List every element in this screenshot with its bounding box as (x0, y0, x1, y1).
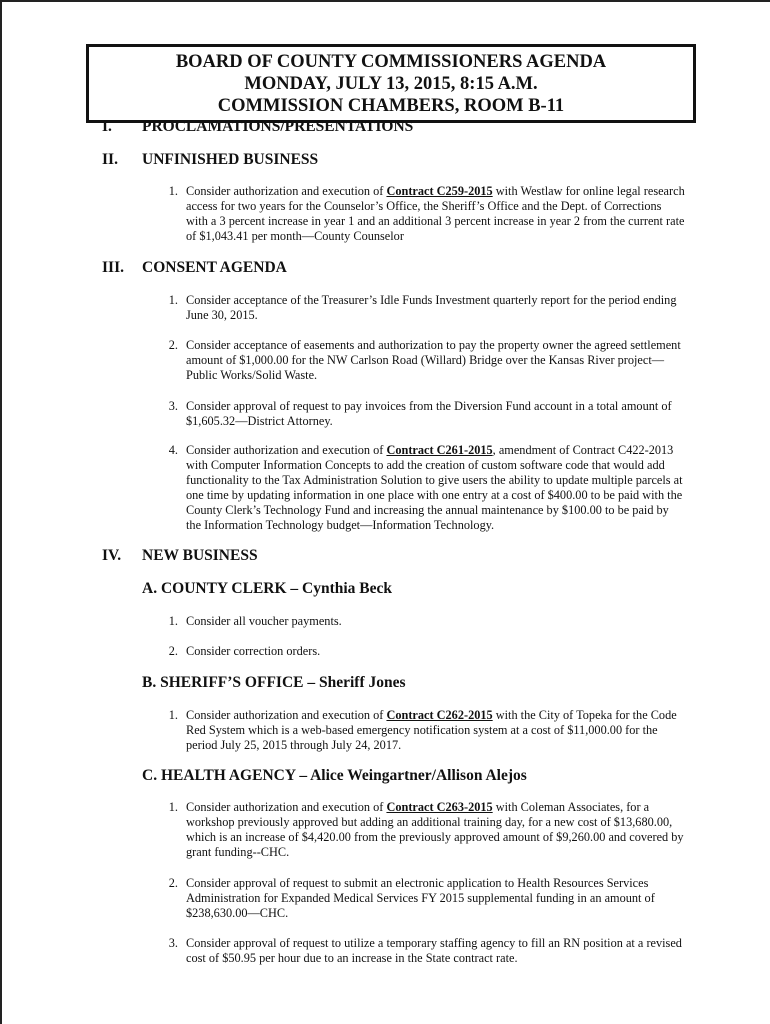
item-text: Consider authorization and execution of Contract C263-2015 with Coleman Associates, for a workshop previously approved but adding an additional training day, for a new cost of $13,680.00, which is an increase of $4,420.00 from the previously approved amount of $9,260.00 and covered by grant funding--CHC. (186, 800, 684, 859)
header-date: MONDAY, JULY 13, 2015, 8:15 A.M. (244, 74, 538, 94)
page-top-edge (0, 0, 770, 2)
agenda-header-box (86, 44, 696, 123)
contract-link[interactable]: Contract C261-2015 (386, 443, 493, 457)
section-unfinished-business (0, 151, 770, 173)
header-title: BOARD OF COUNTY COMMISSIONERS AGENDA (175, 52, 607, 72)
item-number: 1. (168, 800, 178, 814)
item-number: 2. (168, 338, 178, 352)
item-text: Consider correction orders. (186, 644, 321, 658)
header-location: COMMISSION CHAMBERS, ROOM B-11 (217, 96, 565, 116)
item-number: 2. (168, 876, 178, 890)
item-text: Consider authorization and execution of Contract C261-2015, amendment of Contract C422-2013 with Computer Information Concepts to add the creation of custom software code that would add functionality to the Tax Administration Solution to give users the ability to update multiple parcels at one time by updating information in one place with one entry at a cost of $400.00 to be paid with the County Clerk’s Technology Fund and increasing the annual maintenance by $100.00 to be paid by the Information Technology budget—Information Technology. (186, 443, 683, 532)
item-number: 4. (168, 443, 178, 457)
item-number: 3. (168, 399, 178, 413)
contract-link[interactable]: Contract C259-2015 (386, 184, 493, 198)
section-proclamations (0, 118, 770, 140)
item-number: 2. (168, 644, 178, 658)
item-number: 3. (168, 936, 178, 950)
item-text: Consider approval of request to submit an electronic application to Health Resources Services Administration for Expanded Medical Services FY 2015 supplemental funding in an amount of $238,630.00—CHC. (186, 876, 655, 920)
item-text: Consider authorization and execution of Contract C259-2015 with Westlaw for online legal research access for two years for the Counselor’s Office, the Sheriff’s Office and the Dept. of Corrections with a 3 percent increase in year 1 and an additional 3 percent increase in year 2 from the current rate of $1,043.41 per month—County Counselor (186, 184, 685, 243)
section-consent-agenda (0, 259, 770, 281)
item-number: 1. (168, 293, 178, 307)
subsection-sheriffs-office: B. SHERIFF’S OFFICE – Sheriff Jones (142, 674, 406, 691)
item-text: Consider all voucher payments. (186, 614, 342, 628)
section-title: PROCLAMATIONS/PRESENTATIONS (142, 118, 414, 135)
item-text: Consider approval of request to pay invoices from the Diversion Fund account in a total amount of $1,605.32—District Attorney. (186, 399, 672, 428)
section-number: III. (102, 259, 124, 276)
contract-link[interactable]: Contract C262-2015 (386, 708, 493, 722)
section-title: NEW BUSINESS (142, 547, 258, 564)
contract-link[interactable]: Contract C263-2015 (386, 800, 493, 814)
subsection-county-clerk: A. COUNTY CLERK – Cynthia Beck (142, 580, 393, 597)
item-number: 1. (168, 184, 178, 198)
section-new-business (0, 547, 770, 569)
item-text: Consider acceptance of easements and authorization to pay the property owner the agreed settlement amount of $1,000.00 for the NW Carlson Road (Willard) Bridge over the Kansas River project—Public Works/Solid Waste. (186, 338, 681, 382)
section-number: II. (102, 151, 118, 168)
section-title: CONSENT AGENDA (142, 259, 287, 276)
item-number: 1. (168, 708, 178, 722)
item-text: Consider acceptance of the Treasurer’s Idle Funds Investment quarterly report for the period ending June 30, 2015. (186, 293, 677, 322)
subsection-health-agency: C. HEALTH AGENCY – Alice Weingartner/Allison Alejos (142, 767, 527, 784)
item-text: Consider approval of request to utilize a temporary staffing agency to fill an RN position at a revised cost of $50.95 per hour due to an increase in the State contract rate. (186, 936, 682, 965)
section-number: I. (102, 118, 112, 135)
section-title: UNFINISHED BUSINESS (142, 151, 319, 168)
item-number: 1. (168, 614, 178, 628)
section-number: IV. (102, 547, 122, 564)
item-text: Consider authorization and execution of Contract C262-2015 with the City of Topeka for the Code Red System which is a web-based emergency notification system at a cost of $11,000.00 for the period July 25, 2015 through July 24, 2017. (186, 708, 677, 752)
